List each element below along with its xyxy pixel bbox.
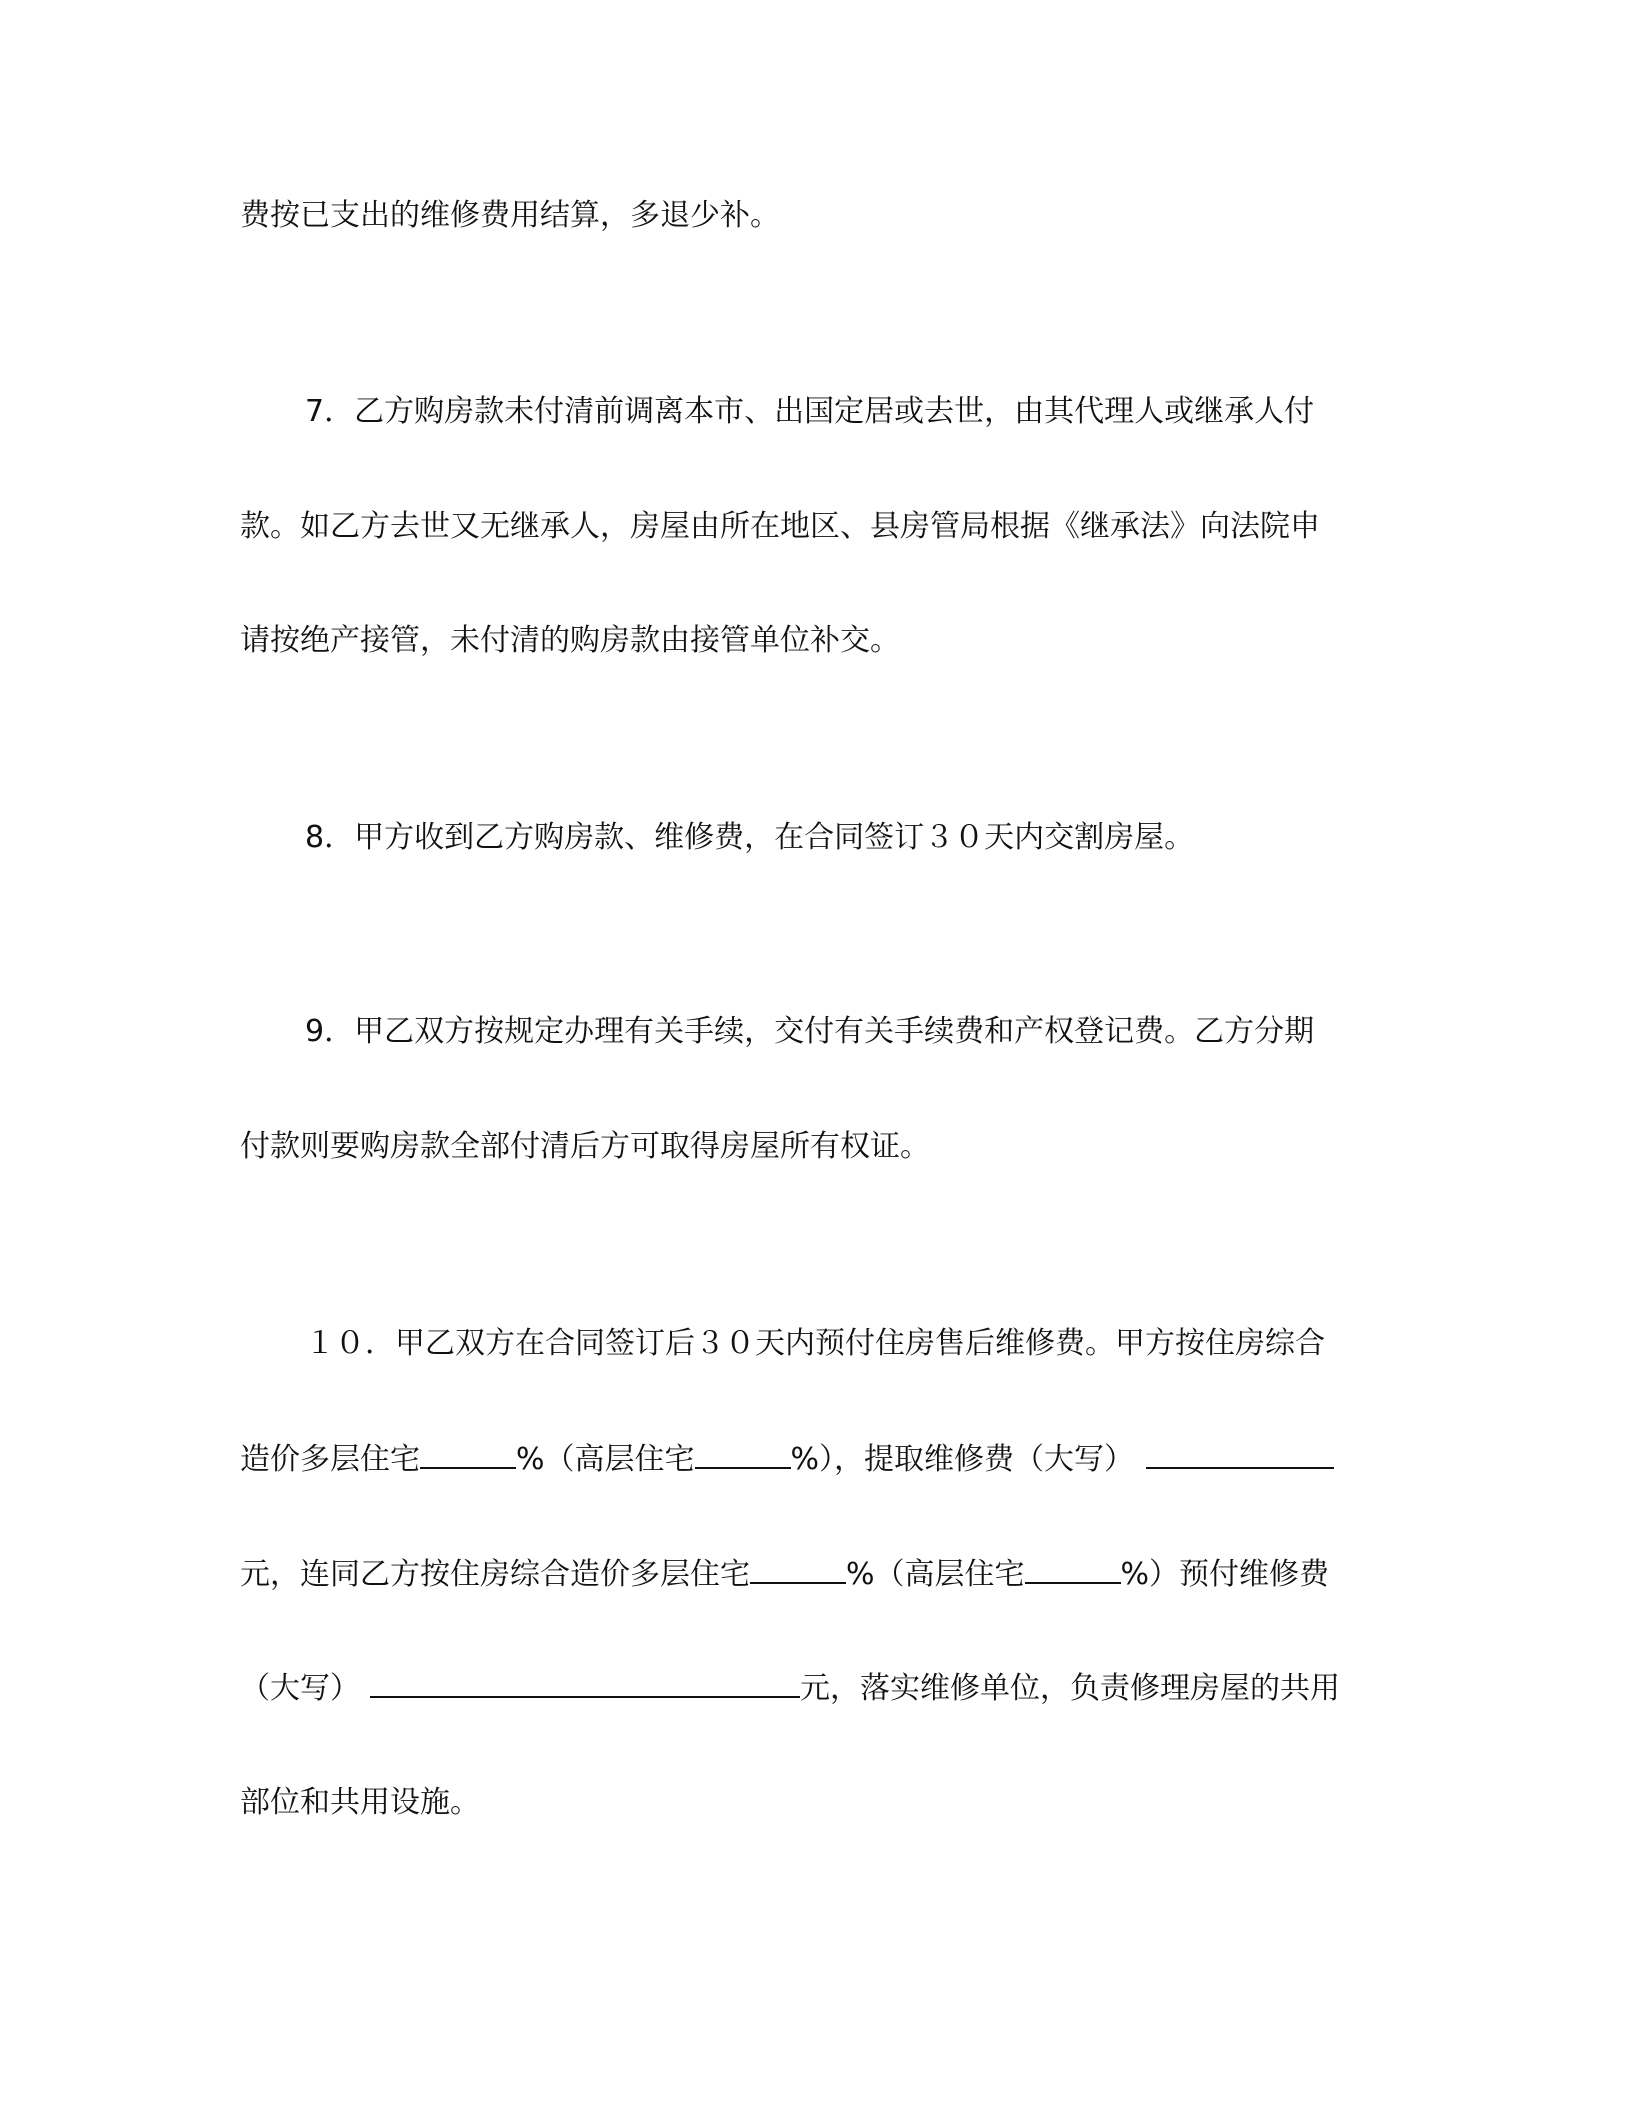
- clause-10-line-2: [240, 1439, 1334, 1480]
- high-rise-rate-blank[interactable]: [695, 1439, 791, 1469]
- maintenance-fee-amount-blank[interactable]: [1146, 1439, 1334, 1469]
- clause-7-line-2: 款。如乙方去世又无继承人，房屋由所在地区、县房管局根据《继承法》向法院申: [240, 509, 1320, 544]
- prepaid-fee-amount-blank[interactable]: [370, 1668, 800, 1698]
- clause-10-text-segment: 元，落实维修单位，负责修理房屋的共用: [800, 1671, 1340, 1706]
- multi-storey-rate-blank-2[interactable]: [750, 1554, 846, 1584]
- clause-10-line-3: [240, 1554, 1329, 1595]
- clause-10-text-segment: %（高层住宅: [846, 1557, 1025, 1592]
- clause-7-line-3: 请按绝产接管，未付清的购房款由接管单位补交。: [240, 623, 900, 658]
- clause-10-text-segment: 元，连同乙方按住房综合造价多层住宅: [240, 1557, 750, 1592]
- clause-9-line-1: 9．甲乙双方按规定办理有关手续，交付有关手续费和产权登记费。乙方分期: [305, 1014, 1315, 1049]
- clause-10-line-4: [240, 1668, 1340, 1709]
- high-rise-rate-blank-2[interactable]: [1025, 1554, 1121, 1584]
- clause-10-line-5: 部位和共用设施。: [240, 1785, 480, 1820]
- clause-8-line-1: 8．甲方收到乙方购房款、维修费，在合同签订３０天内交割房屋。: [305, 820, 1195, 855]
- text-line-1: 费按已支出的维修费用结算，多退少补。: [240, 198, 780, 233]
- clause-10-line-1: １０．甲乙双方在合同签订后３０天内预付住房售后维修费。甲方按住房综合: [305, 1326, 1325, 1361]
- clause-7-line-1: 7．乙方购房款未付清前调离本市、出国定居或去世，由其代理人或继承人付: [305, 394, 1315, 429]
- clause-9-line-2: 付款则要购房款全部付清后方可取得房屋所有权证。: [240, 1129, 930, 1164]
- clause-10-text-segment: %）预付维修费: [1120, 1557, 1330, 1592]
- clause-10-text-segment: %），提取维修费（大写）: [790, 1442, 1135, 1477]
- clause-10-text-segment: （大写）: [240, 1671, 360, 1706]
- clause-10-text-segment: %（高层住宅: [516, 1442, 695, 1477]
- multi-storey-rate-blank[interactable]: [420, 1439, 516, 1469]
- clause-10-text-segment: 造价多层住宅: [240, 1442, 420, 1477]
